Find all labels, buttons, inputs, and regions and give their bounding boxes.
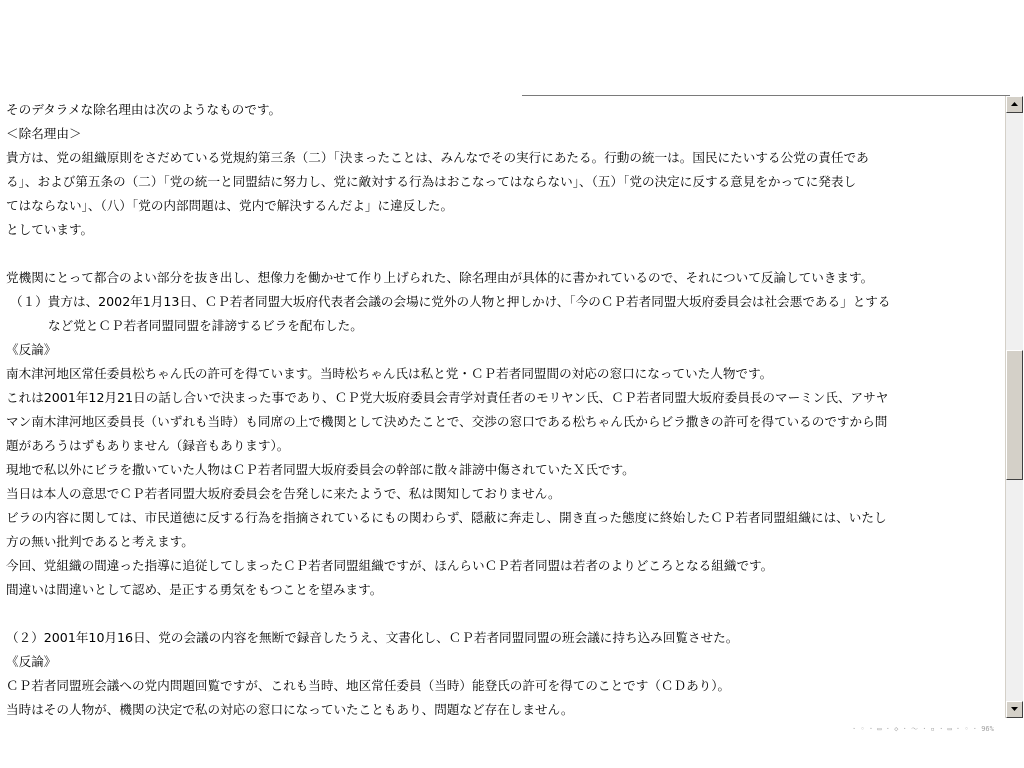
blank-line bbox=[6, 602, 1002, 626]
arrow-down-icon bbox=[1011, 707, 1018, 712]
blank-line bbox=[6, 242, 1002, 266]
scroll-thumb[interactable] bbox=[1006, 350, 1023, 480]
text-line: 貴方は、党の組織原則をさだめている党規約第三条（二）「決まったことは、みんなでその実行にあたる。行動の統一は。国民にたいする公党の責任であ bbox=[6, 150, 869, 165]
text-line: ビラの内容に関しては、市民道徳に反する行為を指摘されているにもの関わらず、隠蔽に奔走し、開き直った態度に終始したＣＰ若者同盟組織には、いたし bbox=[6, 510, 887, 525]
text-line: 党機関にとって都合のよい部分を抜き出し、想像力を働かせて作り上げられた、除名理由が具体的に書かれているので、それについて反論していきます。 bbox=[6, 270, 874, 285]
text-line: ＜除名理由＞ bbox=[6, 126, 82, 141]
text-line: 当時はその人物が、機関の決定で私の対応の窓口になっていたこともあり、問題など存在しません。 bbox=[6, 702, 574, 717]
text-line: 《反論》 bbox=[6, 654, 57, 669]
text-line: （２）2001年10月16日、党の会議の内容を無断で録音したうえ、文書化し、ＣＰ若者同盟同盟の班会議に持ち込み回覧させた。 bbox=[6, 630, 739, 645]
text-line: 間違いは間違いとして認め、是正する勇気をもつことを望みます。 bbox=[6, 582, 383, 597]
text-line: 今回、党組織の間違った指導に追従してしまったＣＰ若者同盟組織ですが、ほんらいＣＰ若者同盟は若者のよりどころとなる組織です。 bbox=[6, 558, 774, 573]
item-first-line: （１）貴方は、2002年1月13日、ＣＰ若者同盟大坂府代表者会議の会場に党外の人物と押しかけ、「今のＣＰ若者同盟大坂府委員会は社会悪である」とする bbox=[10, 294, 891, 309]
arrow-up-icon bbox=[1011, 102, 1018, 107]
window-top-border bbox=[522, 95, 1010, 96]
text-line: 《反論》 bbox=[6, 342, 57, 357]
scroll-up-button[interactable] bbox=[1006, 96, 1023, 113]
text-line: としています。 bbox=[6, 222, 94, 237]
text-line: る」、および第五条の（二）「党の統一と同盟結に努力し、党に敵対する行為はおこなってはならない」、（五）「党の決定に反する意見をかってに発表し bbox=[6, 174, 857, 189]
text-line: てはならない」、（八）「党の内部問題は、党内で解決するんだよ」に違反した。 bbox=[6, 198, 454, 213]
text-line: 当日は本人の意思でＣＰ若者同盟大坂府委員会を告発しに来たようで、私は関知しておりません。 bbox=[6, 486, 561, 501]
item-continuation-line: など党とＣＰ若者同盟同盟を誹謗するビラを配布した。 bbox=[48, 318, 363, 333]
text-line: 方の無い批判であると考えます。 bbox=[6, 534, 194, 549]
text-line: 南木津河地区常任委員松ちゃん氏の許可を得ています。当時松ちゃん氏は私と党・ＣＰ若者同盟間の対応の窓口になっていた人物です。 bbox=[6, 366, 773, 381]
text-line: 現地で私以外にビラを撒いていた人物はＣＰ若者同盟大坂府委員会の幹部に散々誹謗中傷されていたＸ氏です。 bbox=[6, 462, 635, 477]
numbered-item-1 bbox=[6, 290, 1002, 338]
document-body bbox=[6, 98, 1002, 716]
status-bar-text: · ◦ · ▭ · ◇ · 〜 · ▫ · ▭ · ◦ · 96% bbox=[852, 725, 994, 733]
status-bar bbox=[852, 716, 1020, 733]
text-line: ＣＰ若者同盟班会議への党内問題回覧ですが、これも当時、地区常任委員（当時）能登氏の許可を得てのことです（ＣＤあり）。 bbox=[6, 678, 731, 693]
text-line: 題があろうはずもありません（録音もあります）。 bbox=[6, 438, 290, 453]
text-line: これは2001年12月21日の話し合いで決まった事であり、ＣＰ党大坂府委員会青学対責任者のモリヤン氏、ＣＰ若者同盟大坂府委員長のマーミン氏、アサヤ bbox=[6, 390, 889, 405]
text-line: そのデタラメな除名理由は次のようなものです。 bbox=[6, 102, 282, 117]
text-line: マン南木津河地区委員長（いずれも当時）も同席の上で機関として決めたことで、交渉の窓口である松ちゃん氏からビラ撒きの許可を得ているのですから問 bbox=[6, 414, 888, 429]
vertical-scrollbar[interactable] bbox=[1005, 96, 1023, 718]
